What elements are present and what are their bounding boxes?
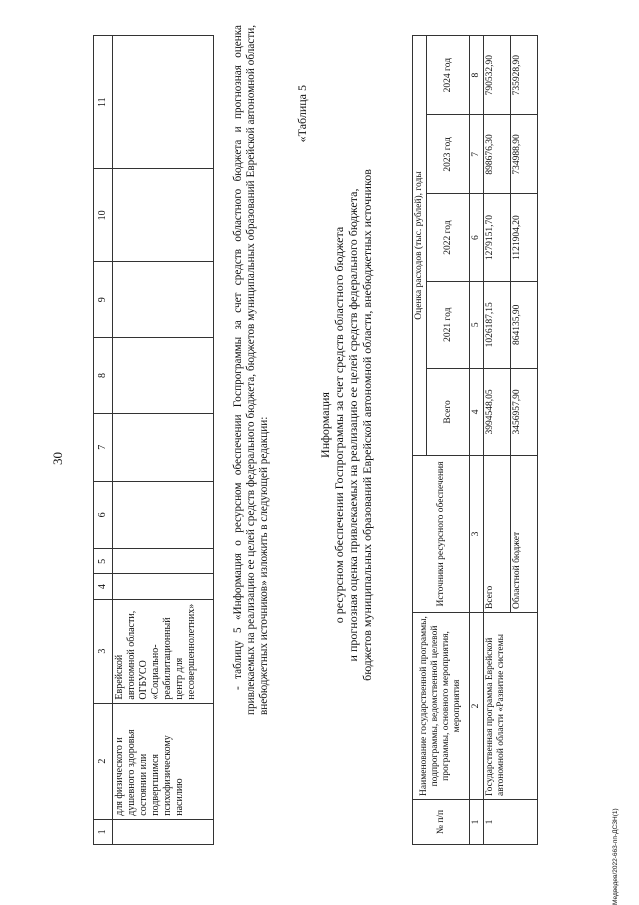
col-header-year: 2023 год bbox=[427, 115, 470, 194]
col-header-name: Наименование государственной программы, подпрограммы, ведомственной целевой программы, основного мероприятия, мероприятия bbox=[413, 613, 470, 800]
value-cell: 3456957,90 bbox=[511, 368, 538, 455]
previous-table bbox=[93, 35, 214, 845]
col-header-year: 2022 год bbox=[427, 194, 470, 281]
table-cell bbox=[113, 413, 214, 481]
footer-note bbox=[612, 808, 619, 905]
col-number: 5 bbox=[470, 281, 484, 368]
column-number-row bbox=[470, 36, 484, 845]
amendment-text bbox=[232, 25, 271, 715]
value-cell: 864135,90 bbox=[511, 281, 538, 368]
table-cell: для физического и душевного здоровья состоянии или подвергшимся психофизическому насилию bbox=[113, 703, 214, 819]
value-cell: 735928,90 bbox=[511, 36, 538, 115]
col-header-num: № п/п bbox=[413, 800, 470, 845]
col-header: 10 bbox=[94, 169, 113, 262]
col-header: 7 bbox=[94, 413, 113, 481]
col-number: 1 bbox=[470, 800, 484, 845]
table-cell bbox=[113, 36, 214, 169]
col-header-estimate: Оценка расходов (тыс. рублей), годы bbox=[413, 36, 427, 456]
value-cell: 1026187,15 bbox=[484, 281, 511, 368]
col-number: 2 bbox=[470, 613, 484, 800]
value-cell: 1279151,70 bbox=[484, 194, 511, 281]
heading-line: и прогнозная оценка привлекаемых на реализацию ее целей средств федерального бюджета, bbox=[346, 188, 360, 662]
col-number: 8 bbox=[470, 36, 484, 115]
value-cell: 734988,90 bbox=[511, 115, 538, 194]
col-header-year: 2024 год bbox=[427, 36, 470, 115]
col-header: 1 bbox=[94, 819, 113, 844]
table-row bbox=[113, 36, 214, 845]
col-header-year: 2021 год bbox=[427, 281, 470, 368]
previous-table-header bbox=[94, 36, 113, 845]
col-number: 3 bbox=[470, 456, 484, 613]
col-number: 4 bbox=[470, 368, 484, 455]
col-header: 3 bbox=[94, 599, 113, 703]
table-cell bbox=[113, 338, 214, 414]
heading-line: о ресурсном обеспечении Госпрограммы за счет средств областного бюджета bbox=[332, 226, 346, 624]
table-cell bbox=[113, 481, 214, 549]
program-name: Государственная программа Еврейской автономной области «Развитие системы bbox=[484, 613, 538, 800]
table-cell bbox=[113, 819, 214, 844]
table-cell bbox=[113, 262, 214, 338]
col-header-source: Источники ресурсного обеспечения bbox=[413, 456, 470, 613]
amendment-paragraph: - таблицу 5 «Информация о ресурсном обеспечении Госпрограммы за счет средств областного бюджета и прогнозная оценка привлекаемых на реализацию ее целей средств федерального бюджета, бюджетов муниципальных образований Еврейской автономной области, внебюджетных источников» изложить в следующей редакции: bbox=[232, 25, 270, 715]
col-header: 2 bbox=[94, 703, 113, 819]
col-header: 5 bbox=[94, 549, 113, 574]
table-cell bbox=[113, 549, 214, 574]
table-cell: Еврейской автономной области, ОГБУСО «Социально-реабилитационный центр для несовершеннолетних» bbox=[113, 599, 214, 703]
footer-text: Медведев/2022-663-пп-ДСЗН(1) bbox=[612, 808, 619, 905]
table-header-row bbox=[413, 36, 427, 845]
table-label: «Таблица 5 bbox=[295, 85, 309, 143]
col-number: 7 bbox=[470, 115, 484, 194]
col-header: 6 bbox=[94, 481, 113, 549]
col-number: 6 bbox=[470, 194, 484, 281]
resource-table bbox=[412, 35, 538, 845]
col-header: 4 bbox=[94, 574, 113, 599]
col-header: 8 bbox=[94, 338, 113, 414]
table-cell bbox=[113, 574, 214, 599]
table-row bbox=[484, 36, 511, 845]
source-name: Всего bbox=[484, 456, 511, 613]
value-cell: 790532,90 bbox=[484, 36, 511, 115]
table-heading bbox=[318, 75, 374, 775]
col-header: 11 bbox=[94, 36, 113, 169]
heading-title: Информация bbox=[318, 392, 332, 458]
heading-line: бюджетов муниципальных образований Еврейской автономной области, внебюджетных источников bbox=[360, 169, 374, 681]
value-cell: 1121904,20 bbox=[511, 194, 538, 281]
value-cell: 898676,30 bbox=[484, 115, 511, 194]
col-header: 9 bbox=[94, 262, 113, 338]
value-cell: 3994548,05 bbox=[484, 368, 511, 455]
row-number: 1 bbox=[484, 800, 538, 845]
col-header-total: Всего bbox=[427, 368, 470, 455]
source-name: Областной бюджет bbox=[511, 456, 538, 613]
table-cell bbox=[113, 169, 214, 262]
page-number: 30 bbox=[50, 452, 65, 465]
